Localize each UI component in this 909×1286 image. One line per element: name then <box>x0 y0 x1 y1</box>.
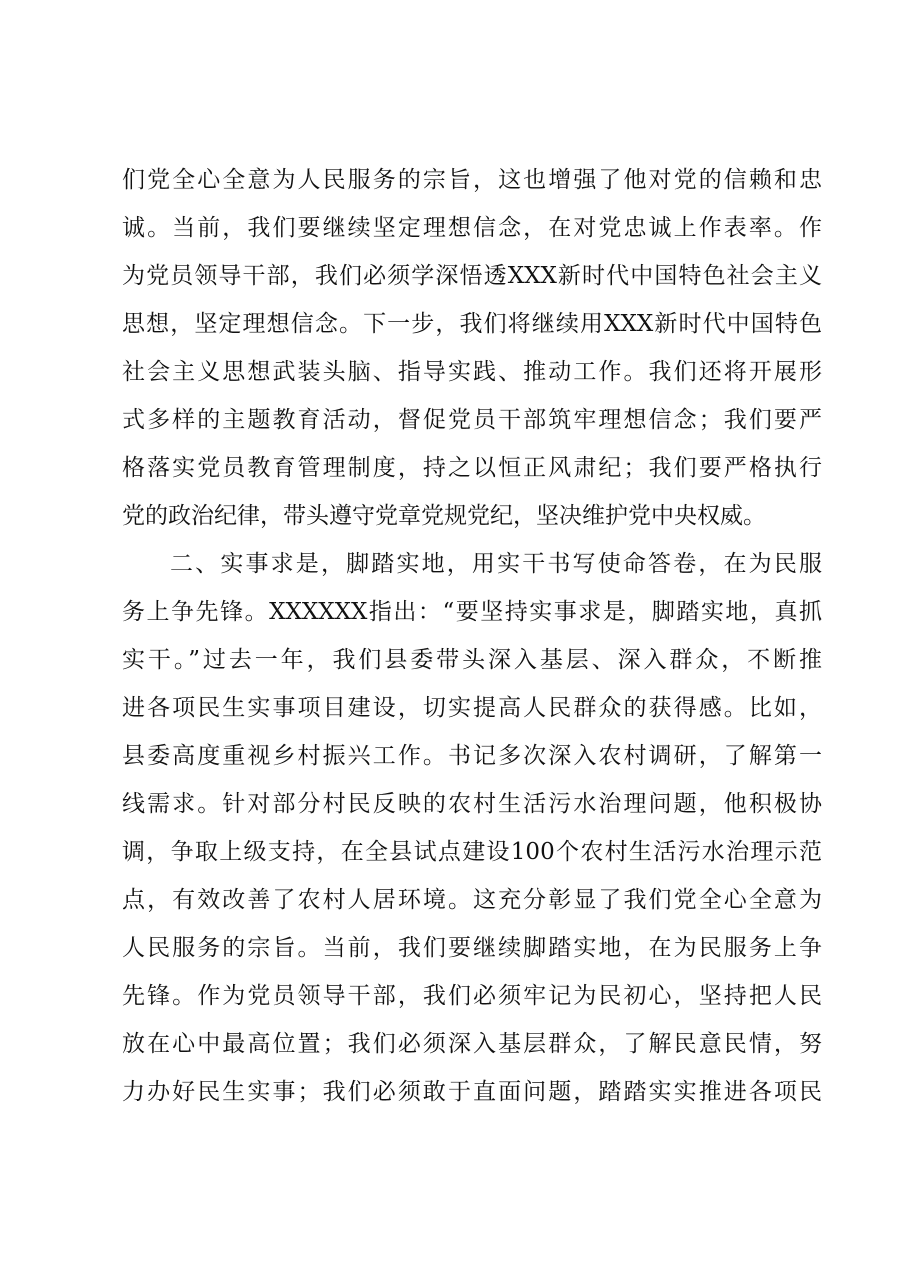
text-line: 放在心中最高位置；我们必须深入基层群众，了解民意民情，努 <box>122 1031 822 1057</box>
text-line: 们党全心全意为人民服务的宗旨，这也增强了他对党的信赖和忠 <box>122 167 822 193</box>
text-line: 实干。”过去一年，我们县委带头深入基层、深入群众，不断推 <box>122 647 822 673</box>
text-line: 党的政治纪律，带头遵守党章党规党纪，坚决维护党中央权威。 <box>122 503 766 529</box>
text-line: 二、实事求是，脚踏实地，用实干书写使命答卷，在为民服 <box>170 551 822 577</box>
text-line: 式多样的主题教育活动，督促党员干部筑牢理想信念；我们要严 <box>122 407 822 433</box>
body-text <box>122 156 822 1116</box>
text-line: 力办好民生实事；我们必须敢于直面问题，踏踏实实推进各项民 <box>122 1079 822 1105</box>
text-line: 务上争先锋。XXXXXX指出：“要坚持实事求是，脚踏实地，真抓 <box>122 599 822 625</box>
text-line: 诚。当前，我们要继续坚定理想信念，在对党忠诚上作表率。作 <box>122 215 822 241</box>
text-line: 人民服务的宗旨。当前，我们要继续脚踏实地，在为民服务上争 <box>122 935 822 961</box>
text-line: 格落实党员教育管理制度，持之以恒正风肃纪；我们要严格执行 <box>122 455 822 481</box>
text-line: 调，争取上级支持，在全县试点建设100个农村生活污水治理示范 <box>122 839 822 865</box>
text-line: 县委高度重视乡村振兴工作。书记多次深入农村调研，了解第一 <box>122 743 822 769</box>
text-line: 为党员领导干部，我们必须学深悟透XXX新时代中国特色社会主义 <box>122 263 822 289</box>
text-line: 点，有效改善了农村人居环境。这充分彰显了我们党全心全意为 <box>122 887 822 913</box>
text-line: 先锋。作为党员领导干部，我们必须牢记为民初心，坚持把人民 <box>122 983 822 1009</box>
text-line: 线需求。针对部分村民反映的农村生活污水治理问题，他积极协 <box>122 791 822 817</box>
text-line: 进各项民生实事项目建设，切实提高人民群众的获得感。比如， <box>122 695 822 721</box>
text-line: 社会主义思想武装头脑、指导实践、推动工作。我们还将开展形 <box>122 359 822 385</box>
text-line: 思想，坚定理想信念。下一步，我们将继续用XXX新时代中国特色 <box>122 311 822 337</box>
